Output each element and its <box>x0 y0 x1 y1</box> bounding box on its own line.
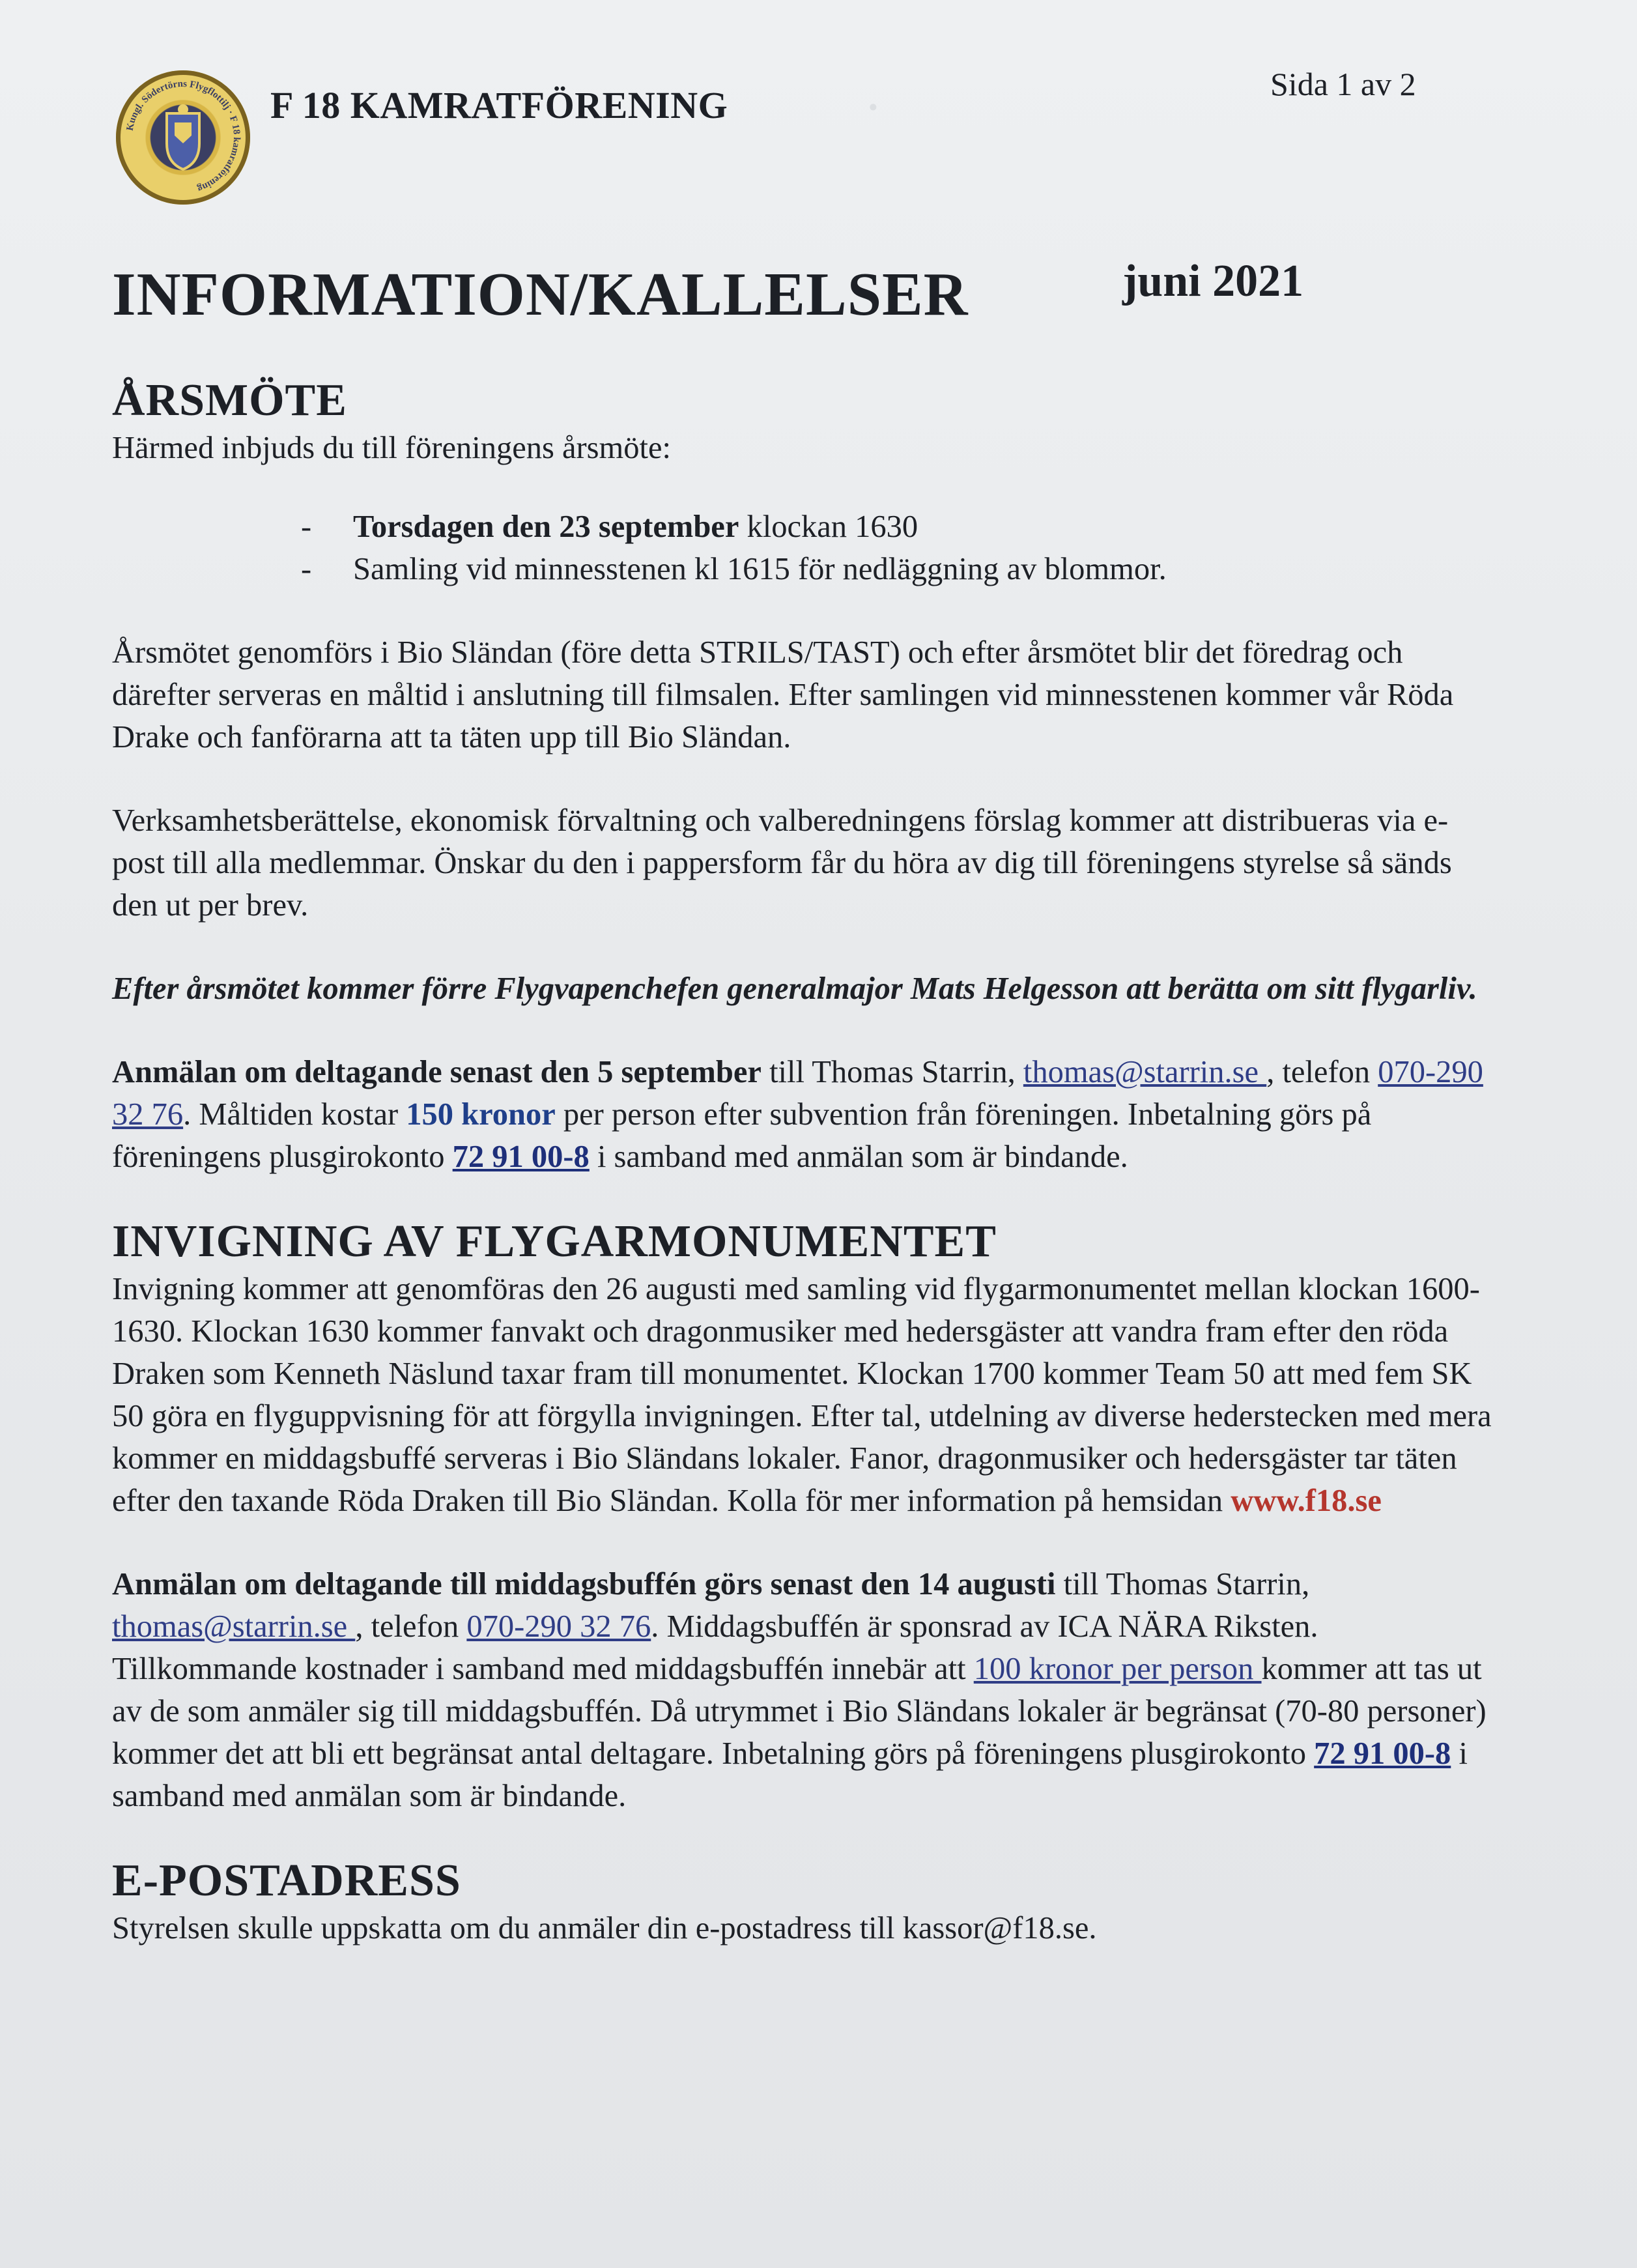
crest-icon <box>116 70 250 205</box>
list-item <box>301 506 1493 548</box>
page-indicator: Sida 1 av 2 <box>1270 66 1416 102</box>
plusgiro-link[interactable]: 72 91 00-8 <box>1314 1736 1451 1771</box>
meeting-details-list <box>301 506 1493 590</box>
kamratforening-logo <box>116 70 250 205</box>
logo-ring-text: Kungl. Södertörns Flygflottilj · F 18 kamratförening <box>124 78 242 194</box>
page-title: INFORMATION/KALLELSER <box>112 261 969 328</box>
meeting-date: Torsdagen den 23 september <box>353 510 739 544</box>
organization-name: F 18 KAMRATFÖRENING <box>270 84 728 126</box>
text-span: till Thomas Starrin, <box>1055 1567 1310 1601</box>
paragraph: Årsmötet genomförs i Bio Sländan (före detta STRILS/TAST) och efter årsmötet blir det föredrag och därefter serveras en måltid i anslutning till filmsalen. Efter samlingen vid minnesstenen kommer vår Röda Drake och fanförarna att ta täten upp till Bio Sländan. <box>112 635 1454 754</box>
paragraph: Styrelsen skulle uppskatta om du anmäler din e-postadress till kassor@f18.se. <box>112 1911 1097 1945</box>
text-span: kommer att tas ut av de som anmäler sig till middagsbuffén. Då utrymmet i Bio Sländans lokaler är begränsat (70-80 personer) kommer det att bli ett begränsat antal deltagare. Inbetalning görs på föreningens plusgirokonto <box>112 1652 1487 1771</box>
registration-deadline: Anmälan om deltagande till middagsbuffén görs senast den 14 augusti <box>112 1567 1056 1601</box>
section-arsmote <box>112 375 1493 1178</box>
issue-date: juni 2021 <box>1122 256 1304 306</box>
plusgiro-link[interactable]: 72 91 00-8 <box>452 1140 590 1174</box>
text-span: Invigning kommer att genomföras den 26 augusti med samling vid flygarmonumentet mellan klockan 1600-1630. Klockan 1630 kommer fanvakt och dragonmusiker med hedersgäster att vandra fram efter den röda Draken som Kenneth Näslund taxar fram till monumentet. Klockan 1700 kommer Team 50 att med fem SK 50 göra en flyguppvisning för att förgylla invigningen. Efter tal, utdelning av diverse hederstecken med mera kommer en middagsbuffé serveras i Bio Sländans lokaler. Fanor, dragonmusiker och hedersgäster tar täten efter den taxande Röda Draken till Bio Sländan. Kolla för mer information på hemsidan <box>112 1272 1492 1518</box>
website-link[interactable]: www.f18.se <box>1231 1484 1382 1518</box>
registration-paragraph <box>112 1051 1493 1178</box>
text-span: per person efter subvention från föreningen. Inbetalning görs på föreningens plusgirokonto <box>112 1097 1372 1174</box>
phone-link[interactable]: 070-290 32 76 <box>112 1055 1483 1132</box>
text-span: , telefon <box>1266 1055 1378 1089</box>
email-link[interactable]: thomas@starrin.se <box>112 1609 356 1644</box>
phone-link[interactable]: 070-290 32 76 <box>466 1609 651 1644</box>
list-item: - Samling vid minnesstenen kl 1615 för nedläggning av blommor. <box>301 548 1493 590</box>
text-span: i samband med anmälan som är bindande. <box>589 1140 1128 1174</box>
text-span: , telefon <box>355 1609 467 1644</box>
section-heading: INVIGNING AV FLYGARMONUMENTET <box>112 1216 997 1267</box>
section-heading: ÅRSMÖTE <box>112 375 347 425</box>
section-heading: E-POSTADRESS <box>112 1856 461 1906</box>
email-link[interactable]: thomas@starrin.se <box>1023 1055 1267 1089</box>
document-body <box>112 375 1493 1949</box>
meal-price: 150 kronor <box>406 1097 556 1132</box>
meeting-time: klockan 1630 <box>739 510 918 544</box>
speaker-announcement: Efter årsmötet kommer förre Flygvapenchefen generalmajor Mats Helgesson att berätta om sitt flygarliv. <box>112 971 1477 1006</box>
text-span: . Middagsbuffén är sponsrad av ICA NÄRA Riksten. Tillkommande kostnader i samband med middagsbuffén innebär att <box>112 1609 1318 1686</box>
section-invigning <box>112 1216 1493 1817</box>
text-span: till Thomas Starrin, <box>761 1055 1023 1089</box>
registration-deadline: Anmälan om deltagande senast den 5 september <box>112 1055 762 1089</box>
text-span: . Måltiden kostar <box>183 1097 406 1132</box>
intro-text: Härmed inbjuds du till föreningens årsmöte: <box>112 431 672 465</box>
paragraph: Verksamhetsberättelse, ekonomisk förvaltning och valberedningens förslag kommer att distribueras via e-post till alla medlemmar. Önskar du den i pappersform får du höra av dig till föreningens styrelse så sänds den ut per brev. <box>112 803 1452 923</box>
section-epost <box>112 1855 1493 1949</box>
bleed-through: · <box>866 85 882 130</box>
text-span: i samband med anmälan som är bindande. <box>112 1736 1468 1813</box>
paragraph <box>112 1268 1493 1522</box>
cost-link[interactable]: 100 kronor per person <box>973 1652 1262 1686</box>
registration-paragraph <box>112 1563 1493 1817</box>
